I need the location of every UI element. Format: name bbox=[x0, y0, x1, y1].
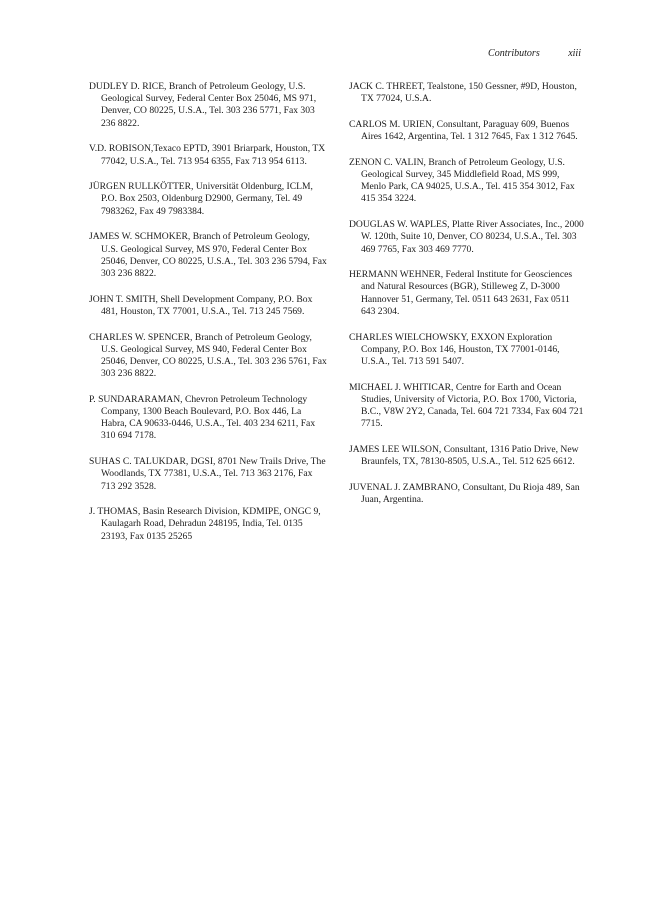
contributors-column-left bbox=[89, 81, 329, 556]
contributor-entry: CARLOS M. URIEN, Consultant, Paraguay 609, Buenos Aires 1642, Argentina, Tel. 1 312 7645, Fax 1 312 7645. bbox=[349, 118, 578, 143]
contributor-entry: DOUGLAS W. WAPLES, Platte River Associates, Inc., 2000 W. 120th, Suite 10, Denver, CO 80234, U.S.A., Tel. 303 469 7765, Fax 303 469 7770. bbox=[349, 219, 584, 255]
header-title: Contributors bbox=[488, 48, 540, 59]
contributor-entry: J. THOMAS, Basin Research Division, KDMIPE, ONGC 9, Kaulagarh Road, Dehradun 248195, India, Tel. 0135 23193, Fax 0135 25265 bbox=[89, 506, 321, 542]
contributor-entry: CHARLES W. SPENCER, Branch of Petroleum Geology, U.S. Geological Survey, MS 940, Federal Center Box 25046, Denver, CO 80225, U.S.A., Tel. 303 236 5761, Fax 303 236 8822. bbox=[89, 331, 327, 380]
contributor-entry: JÜRGEN RULLKÖTTER, Universität Oldenburg, ICLM, P.O. Box 2503, Oldenburg D2900, Germany, Tel. 49 7983262, Fax 49 7983384. bbox=[89, 181, 313, 217]
page-number: xiii bbox=[568, 48, 581, 59]
contributor-entry: JUVENAL J. ZAMBRANO, Consultant, Du Rioja 489, San Juan, Argentina. bbox=[349, 481, 580, 506]
contributor-entry: ZENON C. VALIN, Branch of Petroleum Geology, U.S. Geological Survey, 345 Middlefield Road, MS 999, Menlo Park, CA 94025, U.S.A., Tel. 415 354 3012, Fax 415 354 3224. bbox=[349, 156, 575, 205]
contributor-entry: JAMES LEE WILSON, Consultant, 1316 Patio Drive, New Braunfels, TX, 78130-8505, U.S.A., Tel. 512 625 6612. bbox=[349, 443, 579, 468]
contributor-entry: CHARLES WIELCHOWSKY, EXXON Exploration Company, P.O. Box 146, Houston, TX 77001-0146, U.S.A., Tel. 713 591 5407. bbox=[349, 331, 560, 367]
contributor-entry: JAMES W. SCHMOKER, Branch of Petroleum Geology, U.S. Geological Survey, MS 970, Federal Center Box 25046, Denver, CO 80225, U.S.A., Tel. 303 236 5794, Fax 303 236 8822. bbox=[89, 231, 327, 279]
contributor-entry: JOHN T. SMITH, Shell Development Company, P.O. Box 481, Houston, TX 77001, U.S.A., Tel. 713 245 7569. bbox=[89, 293, 313, 317]
contributor-entry: P. SUNDARARAMAN, Chevron Petroleum Technology Company, 1300 Beach Boulevard, P.O. Box 446, La Habra, CA 90633-0446, U.S.A., Tel. 403 234 6211, Fax 310 694 7178. bbox=[89, 393, 316, 442]
contributor-entry: HERMANN WEHNER, Federal Institute for Geosciences and Natural Resources (BGR), Stilleweg Z, D-3000 Hannover 51, Germany, Tel. 0511 643 2631, Fax 0511 643 2304. bbox=[349, 269, 573, 317]
contributor-entry: MICHAEL J. WHITICAR, Centre for Earth and Ocean Studies, University of Victoria, P.O. Box 1700, Victoria, B.C., V8W 2Y2, Canada, Tel. 604 721 7334, Fax 604 721 7715. bbox=[349, 381, 584, 430]
contributor-entry: JACK C. THREET, Tealstone, 150 Gessner, #9D, Houston, TX 77024, U.S.A. bbox=[349, 81, 577, 105]
running-header bbox=[488, 48, 581, 59]
contributor-entry: SUHAS C. TALUKDAR, DGSI, 8701 New Trails Drive, The Woodlands, TX 77381, U.S.A., Tel. 713 363 2176, Fax 713 292 3528. bbox=[89, 456, 326, 492]
contributor-entry: V.D. ROBISON,Texaco EPTD, 3901 Briarpark, Houston, TX 77042, U.S.A., Tel. 713 954 6355, Fax 713 954 6113. bbox=[89, 143, 326, 167]
contributor-entry: DUDLEY D. RICE, Branch of Petroleum Geology, U.S. Geological Survey, Federal Center Box 25046, MS 971, Denver, CO 80225, U.S.A., Tel. 303 236 5771, Fax 303 236 8822. bbox=[89, 81, 317, 129]
contributors-column-right bbox=[349, 81, 585, 520]
